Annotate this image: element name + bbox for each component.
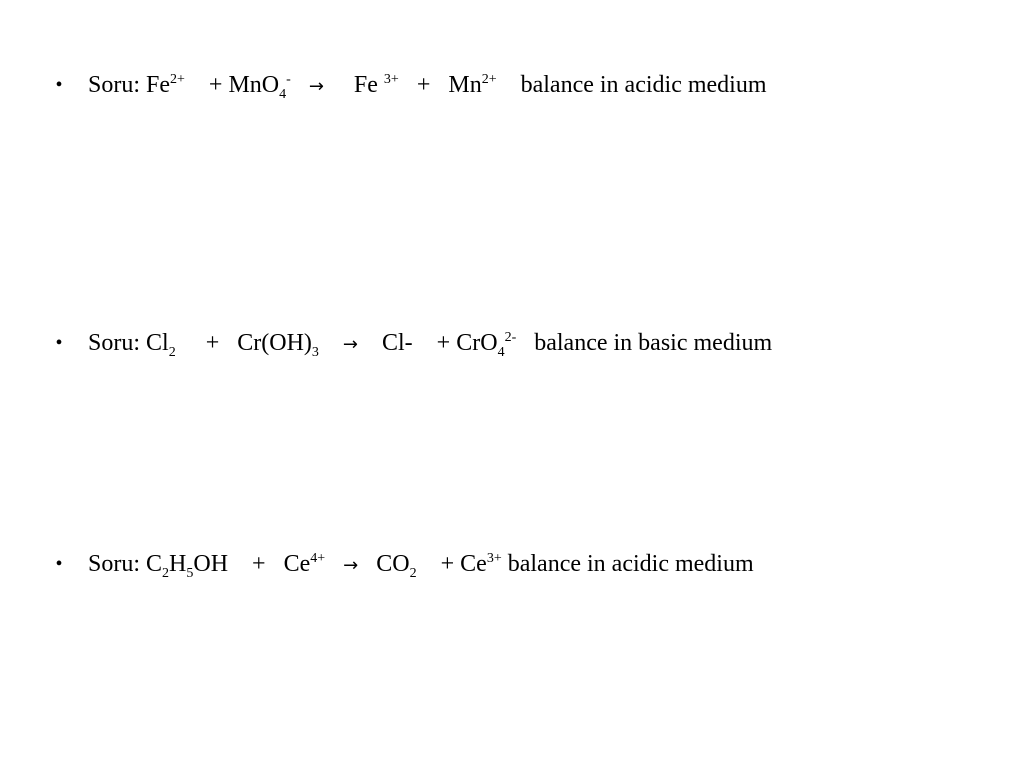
reactant-2-charge: - (286, 72, 291, 87)
plus-sign: + (416, 72, 431, 98)
product-1-subscript: 2 (409, 566, 417, 581)
product-1: CO (376, 551, 410, 577)
equation-line (88, 547, 754, 585)
product-2-charge: 2+ (481, 72, 497, 87)
reactant-1-part-c: OH (193, 551, 229, 577)
question-prefix: Soru: (88, 72, 141, 98)
reactant-2-subscript: 3 (311, 345, 319, 360)
reactant-1-subscript-b: 5 (186, 566, 194, 581)
plus-sign: + (440, 551, 455, 577)
product-1-charge: 3+ (383, 72, 399, 87)
reactant-1-subscript-a: 2 (162, 566, 170, 581)
reaction-arrow-icon: → (343, 555, 359, 576)
product-1: Cl- (382, 330, 413, 356)
product-2: Mn (448, 72, 482, 98)
product-2: CrO (456, 330, 498, 356)
reactant-1: Cl (146, 330, 169, 356)
reactant-1-part-a: C (146, 551, 163, 577)
plus-sign: + (208, 72, 223, 98)
product-2-charge: 2- (504, 330, 517, 345)
plus-sign: + (436, 330, 451, 356)
reactant-2: Cr(OH) (237, 330, 312, 356)
reactant-1-part-b: H (169, 551, 187, 577)
bullet: • (55, 332, 63, 354)
bullet: • (55, 553, 63, 575)
plus-sign: + (205, 330, 220, 356)
reactant-2-charge: 4+ (310, 551, 326, 566)
equation-line (88, 326, 772, 364)
product-2: Ce (460, 551, 487, 577)
product-1: Fe (353, 72, 378, 98)
equation-line (88, 68, 767, 106)
instruction-note: balance in basic medium (534, 330, 773, 356)
reactant-2: MnO (228, 72, 280, 98)
instruction-note: balance in acidic medium (520, 72, 767, 98)
instruction-note: balance in acidic medium (507, 551, 754, 577)
reactant-1: Fe (146, 72, 171, 98)
reactant-2: Ce (283, 551, 311, 577)
bullet: • (55, 74, 63, 96)
reaction-arrow-icon: → (342, 334, 358, 355)
product-2-subscript: 4 (497, 345, 505, 360)
plus-sign: + (252, 551, 266, 577)
product-2-charge: 3+ (486, 551, 502, 566)
reaction-arrow-icon: → (308, 76, 324, 97)
reactant-1-charge: 2+ (170, 72, 185, 87)
question-prefix: Soru: (88, 551, 141, 577)
reactant-2-subscript: 4 (279, 87, 287, 102)
reactant-1-subscript: 2 (168, 345, 176, 360)
question-prefix: Soru: (88, 330, 141, 356)
